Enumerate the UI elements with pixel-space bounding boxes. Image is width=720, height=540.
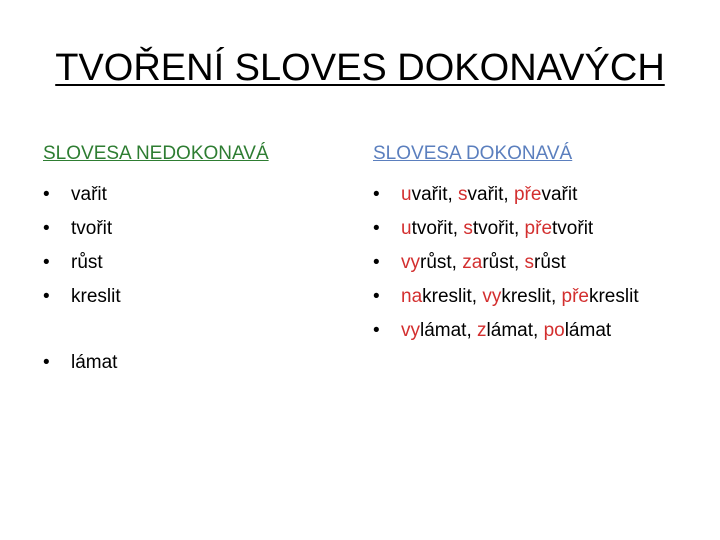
bullet-icon: • <box>373 218 380 239</box>
stem-text: růst, <box>482 252 525 273</box>
bullet-icon: • <box>373 184 380 205</box>
list-item <box>373 280 693 314</box>
stem-text: vařit, <box>467 184 514 205</box>
perfective-column <box>373 140 693 348</box>
stem-text: kreslit <box>588 286 639 307</box>
bullet-icon: • <box>373 320 380 341</box>
list-item <box>373 314 693 348</box>
stem-text: růst <box>534 252 566 273</box>
list-item <box>373 178 693 212</box>
imperfective-column <box>43 140 343 380</box>
prefix-text: vy <box>401 252 420 273</box>
verb-text: tvořit <box>71 218 113 239</box>
stem-text: kreslit, <box>501 286 562 307</box>
prefix-text: pře <box>561 286 589 307</box>
list-item <box>43 280 343 314</box>
bullet-icon: • <box>43 218 50 239</box>
verb-forms <box>401 178 693 212</box>
stem-text: lámat, <box>486 320 544 341</box>
bullet-icon: • <box>43 184 50 205</box>
stem-text: lámat, <box>420 320 478 341</box>
stem-text: růst, <box>420 252 463 273</box>
list-item <box>43 178 343 212</box>
prefix-text: s <box>458 184 468 205</box>
prefix-text: vy <box>401 320 420 341</box>
verb-text: kreslit <box>71 286 121 307</box>
stem-text: tvořit, <box>411 218 464 239</box>
bullet-icon: • <box>373 286 380 307</box>
stem-text: lámat <box>564 320 612 341</box>
page-title: TVOŘENÍ SLOVES DOKONAVÝCH <box>55 47 665 89</box>
stem-text: vařit, <box>411 184 459 205</box>
perfective-list <box>373 178 693 348</box>
verb-text: růst <box>71 252 103 273</box>
prefix-text: s <box>463 218 473 239</box>
prefix-text: z <box>477 320 487 341</box>
prefix-text: s <box>524 252 535 273</box>
prefix-text: u <box>401 184 412 205</box>
verb-text: lámat <box>71 352 118 373</box>
prefix-text: u <box>401 218 412 239</box>
prefix-text: pře <box>513 184 542 205</box>
bullet-icon: • <box>373 252 380 273</box>
list-item <box>43 346 343 380</box>
bullet-icon: • <box>43 352 50 373</box>
list-item <box>43 246 343 280</box>
list-item <box>43 212 343 246</box>
verb-forms <box>401 280 693 314</box>
bullet-icon: • <box>43 286 50 307</box>
prefix-text: na <box>401 286 423 307</box>
list-item <box>373 246 693 280</box>
stem-text: kreslit, <box>422 286 483 307</box>
prefix-text: po <box>543 320 565 341</box>
prefix-text: za <box>462 252 483 273</box>
verb-forms <box>401 314 693 348</box>
stem-text: tvořit, <box>472 218 525 239</box>
stem-text: vařit <box>541 184 578 205</box>
stem-text: tvořit <box>552 218 594 239</box>
imperfective-heading: SLOVESA NEDOKONAVÁ <box>43 143 269 164</box>
perfective-heading: SLOVESA DOKONAVÁ <box>373 143 573 164</box>
list-item <box>373 212 693 246</box>
verb-forms <box>401 246 693 280</box>
verb-forms <box>401 212 693 246</box>
verb-text: vařit <box>71 184 107 205</box>
imperfective-list <box>43 178 343 380</box>
prefix-text: pře <box>524 218 553 239</box>
bullet-icon: • <box>43 252 50 273</box>
prefix-text: vy <box>482 286 502 307</box>
